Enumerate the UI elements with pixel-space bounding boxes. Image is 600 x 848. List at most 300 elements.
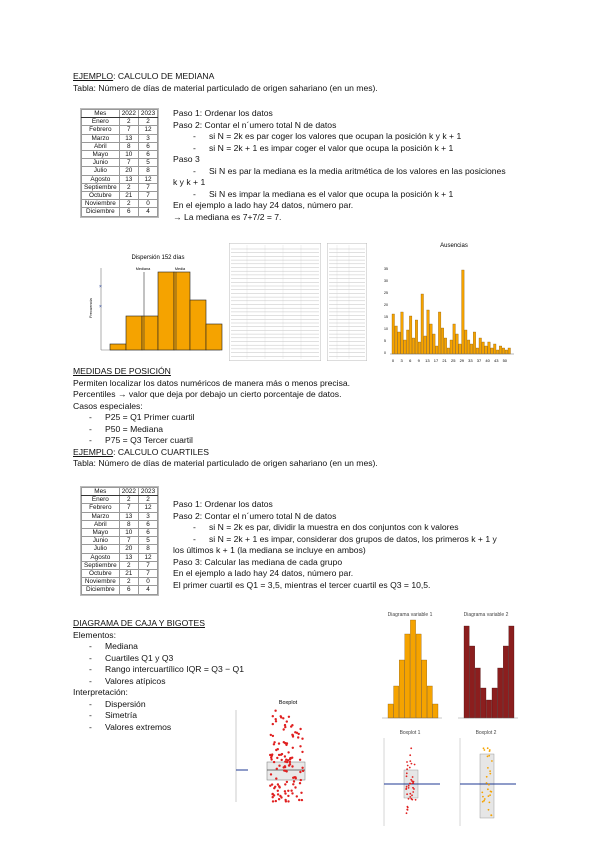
- table-cell: Marzo: [82, 134, 120, 142]
- v2-bar: [492, 688, 497, 718]
- boxplot-point: [272, 715, 274, 717]
- ausencias-tick: 25: [450, 358, 456, 363]
- boxplot-point: [282, 717, 284, 719]
- boxplot-point: [291, 765, 293, 767]
- ausencias-bar: [453, 324, 456, 354]
- bp1-point: [410, 779, 412, 781]
- ausencias-bar: [433, 334, 436, 354]
- list-item: - Valores atípicos: [85, 676, 244, 688]
- table-cell: 13: [119, 512, 138, 520]
- boxplot-point: [296, 795, 298, 797]
- bp1-point: [406, 812, 408, 814]
- list-item: - Mediana: [85, 641, 244, 653]
- table-cell: 13: [119, 175, 138, 183]
- boxplot-point: [301, 767, 303, 769]
- table-cell: Enero: [82, 496, 120, 504]
- table-cell: 21: [119, 570, 138, 578]
- bp2-point: [491, 760, 493, 762]
- boxplot-point: [272, 800, 274, 802]
- ausencias-ytick: 10: [384, 327, 388, 331]
- ausencias-bar: [441, 328, 444, 354]
- table-cell: 3: [138, 512, 157, 520]
- bp1-point: [414, 764, 416, 766]
- table-cell: Diciembre: [82, 208, 120, 216]
- boxplot-point: [301, 751, 303, 753]
- ausencias-tick: 40: [485, 358, 490, 363]
- bp2-point: [489, 773, 491, 775]
- table-row: [82, 545, 158, 553]
- boxplot-point: [286, 781, 288, 783]
- boxplot-point: [285, 744, 287, 746]
- bp1-point: [406, 786, 408, 788]
- histogram-bar: [190, 300, 206, 350]
- bp1-point: [411, 794, 413, 796]
- boxplot-title: Boxplot: [278, 700, 298, 706]
- table-cell: 8: [138, 167, 157, 175]
- boxplot-point: [300, 779, 302, 781]
- frequency-table-image-2: [327, 243, 367, 361]
- boxplot-point: [299, 728, 301, 730]
- table-row: [82, 142, 158, 150]
- ausencias-bar: [392, 314, 395, 354]
- table-row: [82, 537, 158, 545]
- table-row: [82, 578, 158, 586]
- histogram-title: Dispersión 152 días: [131, 255, 185, 261]
- ausencias-bar: [438, 312, 441, 354]
- bp1-point: [406, 761, 408, 763]
- list-item: - Rango intercuartílico IQR = Q3 − Q1: [85, 664, 244, 676]
- boxplot-point: [301, 799, 303, 801]
- v2-bar: [464, 626, 469, 718]
- ausencias-bar: [430, 324, 433, 354]
- table-cell: 6: [138, 142, 157, 150]
- boxplot-point: [284, 724, 286, 726]
- table-row: [82, 183, 158, 191]
- ausencias-ytick: 0: [384, 351, 386, 355]
- histogram-dispersion: [84, 248, 224, 364]
- histogram-bar: [126, 316, 142, 350]
- table-cell: 7: [119, 159, 138, 167]
- bp1-point: [406, 809, 408, 811]
- v1-bar: [399, 660, 404, 718]
- ausencias-bar: [395, 326, 398, 354]
- ausencias-tick: 6: [409, 358, 412, 363]
- bp1-point: [412, 782, 414, 784]
- histogram-bars: [110, 272, 222, 350]
- table-cell: 0: [138, 578, 157, 586]
- bp2-point: [484, 749, 486, 751]
- table-row: [82, 159, 158, 167]
- ausencias-ytick: 30: [384, 279, 388, 283]
- table-cell: Julio: [82, 545, 120, 553]
- x-marker-2: ×: [99, 304, 102, 310]
- boxplot-point: [289, 757, 291, 759]
- v2-bar: [498, 668, 503, 718]
- table-cell: Junio: [82, 537, 120, 545]
- boxplot-point: [284, 755, 286, 757]
- ausencias-bar: [418, 342, 421, 354]
- ausencias-ytick: 5: [384, 339, 386, 343]
- table-row: [82, 175, 158, 183]
- table-cell: 8: [119, 142, 138, 150]
- boxplot-1: [374, 726, 446, 830]
- ausencias-bar: [494, 344, 497, 354]
- boxplot-point: [299, 745, 301, 747]
- table-header: Mes: [82, 110, 120, 118]
- quartile-steps: Paso 1: Ordenar los datos Paso 2: Contar el n´umero total N de datos - si N = 2k es par, dividir la muestra en dos conjuntos con k valores - si N = 2k + 1 es impar, considerar dos grupos de datos, los primeros k + 1 y los últimos k + 1 (la mediana se incluye en ambos) Paso 3: Calcular las mediana de cada grupo En el ejemplo a lado hay 24 datos, número par. El primer cuartil es Q1 = 3,5, mientras el tercer cuartil es Q3 = 10,5.: [173, 499, 497, 591]
- bp1-point: [406, 793, 408, 795]
- freq-table-2-border: [327, 243, 367, 361]
- boxplot-point: [296, 732, 298, 734]
- table-cell: 7: [138, 570, 157, 578]
- bp1-point: [409, 793, 411, 795]
- table-cell: Diciembre: [82, 586, 120, 594]
- boxplot-point: [289, 761, 291, 763]
- table-cell: 2: [119, 561, 138, 569]
- section4-heading: DIAGRAMA DE CAJA Y BIGOTES: [73, 618, 205, 628]
- boxplot-point: [301, 738, 303, 740]
- ausencias-bar: [505, 350, 508, 354]
- boxplot-point: [272, 735, 274, 737]
- boxplot-point: [293, 780, 295, 782]
- v2-bars: [464, 626, 514, 718]
- table-cell: 6: [119, 586, 138, 594]
- ausencias-bar: [401, 312, 404, 354]
- table-cell: 12: [138, 504, 157, 512]
- table-cell: 20: [119, 167, 138, 175]
- v2-bar: [503, 646, 508, 718]
- bp2-point: [488, 784, 490, 786]
- v2-bar: [475, 668, 480, 718]
- boxplot-point: [283, 728, 285, 730]
- ausencias-bar: [421, 294, 424, 354]
- boxplot-point: [290, 790, 292, 792]
- v1-bar: [427, 686, 432, 718]
- v1-title: Diagrama variable 1: [387, 612, 433, 618]
- bp2-point: [488, 755, 490, 757]
- table-row: [82, 496, 158, 504]
- ausencias-bar: [479, 338, 482, 354]
- bp1-point: [407, 765, 409, 767]
- list-item: - Simetría: [85, 710, 244, 722]
- boxplot-point: [288, 716, 290, 718]
- bp2-point: [489, 770, 491, 772]
- ausencias-bar: [467, 340, 470, 354]
- bp1-point: [415, 799, 417, 801]
- ausencias-bar: [404, 340, 407, 354]
- bp2-point: [483, 747, 485, 749]
- section4: DIAGRAMA DE CAJA Y BIGOTES Elementos: - Mediana - Cuartiles Q1 y Q3 - Rango intercuartílico IQR = Q3 − Q1 - Valores atípicos Interpretación: - Dispersión - Simetría - Valores extremos: [73, 618, 244, 733]
- boxplot-point: [281, 759, 283, 761]
- table-cell: 2: [138, 496, 157, 504]
- ausencias-bar: [436, 346, 439, 354]
- bp1-point: [409, 760, 411, 762]
- boxplot-point: [277, 793, 279, 795]
- bp2-point: [489, 750, 491, 752]
- table-cell: 5: [138, 159, 157, 167]
- ausencias-bar: [499, 346, 502, 354]
- ausencias-tick: 13: [425, 358, 430, 363]
- table-cell: Septiembre: [82, 183, 120, 191]
- table-cell: Marzo: [82, 512, 120, 520]
- table-cell: 7: [119, 537, 138, 545]
- list-item: - Dispersión: [85, 699, 244, 711]
- ausencias-bar: [447, 348, 450, 354]
- months-table-1: [80, 108, 159, 218]
- table-cell: 7: [119, 504, 138, 512]
- table-row: [82, 504, 158, 512]
- table-row: [82, 553, 158, 561]
- ausencias-bar: [482, 342, 485, 354]
- table-header: Mes: [82, 488, 120, 496]
- table-header: 2022: [119, 488, 138, 496]
- table-cell: 12: [138, 553, 157, 561]
- ausencias-bar: [407, 330, 410, 354]
- ausencias-bar: [427, 310, 430, 354]
- table-row: [82, 586, 158, 594]
- boxplot-point: [284, 770, 286, 772]
- boxplot-point: [283, 741, 285, 743]
- v2-bar: [486, 700, 491, 718]
- histogram-bar: [174, 272, 190, 350]
- boxplot-point: [278, 765, 280, 767]
- boxplot-point: [299, 759, 301, 761]
- histogram-bar: [142, 316, 158, 350]
- table-cell: Noviembre: [82, 200, 120, 208]
- boxplot-point: [283, 766, 285, 768]
- boxplot-point: [273, 761, 275, 763]
- table-row: [82, 520, 158, 528]
- ausencias-tick: 9: [417, 358, 420, 363]
- boxplot-point: [277, 783, 279, 785]
- v2-bar: [509, 626, 514, 718]
- table-cell: Noviembre: [82, 578, 120, 586]
- table-cell: Septiembre: [82, 561, 120, 569]
- table-cell: 2: [119, 183, 138, 191]
- boxplot-point: [280, 716, 282, 718]
- v1-bar: [422, 660, 427, 718]
- boxplot-point: [278, 742, 280, 744]
- section3-heading: EJEMPLO: CALCULO CUARTILES: [73, 446, 209, 457]
- bp1-point: [408, 787, 410, 789]
- boxplot-point: [271, 783, 273, 785]
- ausencias-bar: [450, 340, 453, 354]
- list-item: - P50 = Mediana: [85, 424, 378, 436]
- bp2-point: [488, 795, 490, 797]
- table-row: [82, 200, 158, 208]
- bp2-point: [489, 802, 491, 804]
- ausencias-tick: 0: [391, 358, 395, 363]
- table-cell: 4: [138, 208, 157, 216]
- ausencias-bar: [476, 348, 479, 354]
- table-cell: Abril: [82, 142, 120, 150]
- v2-bar: [470, 646, 475, 718]
- x-marker-1: ×: [99, 284, 102, 290]
- ausencias-tick: 43: [493, 358, 499, 363]
- boxplot-point: [287, 751, 289, 753]
- table-cell: 7: [138, 561, 157, 569]
- v1-bar: [410, 620, 415, 718]
- table-cell: Octubre: [82, 570, 120, 578]
- bp1-point: [406, 768, 408, 770]
- bp1-point: [406, 775, 408, 777]
- list-item: - P75 = Q3 Tercer cuartil: [85, 435, 378, 447]
- bp1-point: [412, 776, 414, 778]
- table-cell: 4: [138, 586, 157, 594]
- boxplot-point: [287, 800, 289, 802]
- ausencias-tick: 50: [502, 358, 508, 363]
- v1-bar: [388, 704, 393, 718]
- table-cell: 2: [138, 118, 157, 126]
- boxplot-point: [278, 798, 280, 800]
- diagram-variable-2: [450, 608, 522, 730]
- bp1-point: [409, 796, 411, 798]
- ausencias-y-ticks: [384, 267, 388, 355]
- table-row: [82, 561, 158, 569]
- histogram-bar: [206, 324, 222, 350]
- freq-table-border: [229, 243, 321, 361]
- boxplot-point: [286, 720, 288, 722]
- boxplot-point: [270, 773, 272, 775]
- histogram-ausencias: [376, 236, 516, 366]
- bp2-title: Boxplot 2: [475, 730, 497, 736]
- table-cell: 7: [138, 183, 157, 191]
- ausencias-bar: [398, 332, 401, 354]
- table-row: [82, 570, 158, 578]
- list-item: - Cuartiles Q1 y Q3: [85, 653, 244, 665]
- boxplot-point: [273, 787, 275, 789]
- table-cell: 5: [138, 537, 157, 545]
- bp2-point: [487, 756, 489, 758]
- ausencias-ytick: 15: [384, 315, 388, 319]
- table-cell: 0: [138, 200, 157, 208]
- boxplot-point: [272, 723, 274, 725]
- ausencias-bar: [488, 342, 491, 354]
- ausencias-tick: 21: [442, 358, 447, 363]
- ausencias-tick: 37: [476, 358, 482, 363]
- v2-title: Diagrama variable 2: [463, 612, 509, 618]
- diagram-variable-1: [374, 608, 446, 730]
- bp1-point: [410, 783, 412, 785]
- ausencias-tick: 33: [468, 358, 473, 363]
- boxplot-point: [270, 756, 272, 758]
- boxplot-point: [287, 790, 289, 792]
- section1-table-caption: Tabla: Número de días de material particulado de origen sahariano (en un mes).: [73, 83, 378, 93]
- table-cell: Junio: [82, 159, 120, 167]
- boxplot-point: [302, 770, 304, 772]
- median-steps: Paso 1: Ordenar los datos Paso 2: Contar el n´umero total N de datos - si N = 2k es par coger los valores que ocupan la posición k y k + 1 - si N = 2k + 1 es impar coger el valor que ocupa la posición k + 1 Paso 3 - Si N es par la mediana es la media aritmética de los valores en las posiciones k y k + 1 - Si N es impar la mediana es el valor que ocupa la posición k + 1 En el ejemplo a lado hay 24 datos, número par. → La mediana es 7+7/2 = 7.: [173, 108, 506, 223]
- table-header: 2023: [138, 488, 157, 496]
- boxplot-point: [284, 783, 286, 785]
- bp1-point: [407, 806, 409, 808]
- v1-bar: [433, 704, 438, 718]
- list-item: - Valores extremos: [85, 722, 244, 734]
- table-row: [82, 512, 158, 520]
- bp2-point: [487, 788, 489, 790]
- bp2-point: [484, 798, 486, 800]
- ausencias-ytick: 35: [384, 267, 388, 271]
- bp2-box: [480, 754, 494, 818]
- boxplot-main: [222, 694, 350, 810]
- boxplot-point: [291, 792, 293, 794]
- ausencias-tick: 17: [433, 358, 439, 363]
- boxplot-point: [287, 795, 289, 797]
- ausencias-x-ticks: [392, 358, 508, 363]
- table-cell: 12: [138, 126, 157, 134]
- ausencias-bar: [470, 344, 473, 354]
- boxplot-point: [275, 800, 277, 802]
- boxplot-point: [290, 725, 292, 727]
- table-header: 2022: [119, 110, 138, 118]
- table-cell: 8: [119, 520, 138, 528]
- bp1-point: [405, 788, 407, 790]
- bp2-point: [488, 809, 490, 811]
- table-row: [82, 208, 158, 216]
- bp2-point: [487, 747, 489, 749]
- boxplot-point: [279, 795, 281, 797]
- table-cell: 7: [138, 192, 157, 200]
- ausencias-bar: [444, 338, 447, 354]
- ausencias-ytick: 25: [384, 291, 388, 295]
- ausencias-bar: [456, 334, 459, 354]
- bp1-title: Boxplot 1: [399, 730, 421, 736]
- table-cell: 2: [119, 496, 138, 504]
- boxplot-point: [274, 710, 276, 712]
- table-cell: 6: [119, 208, 138, 216]
- table-cell: 10: [119, 151, 138, 159]
- ausencias-bar: [496, 350, 499, 354]
- bp2-point: [486, 782, 488, 784]
- months-table-2: [80, 486, 159, 596]
- table-cell: Agosto: [82, 175, 120, 183]
- boxplot-point: [292, 747, 294, 749]
- boxplot-point: [286, 761, 288, 763]
- boxplot-point: [299, 771, 301, 773]
- v1-bars: [388, 620, 438, 718]
- ausencias-bar: [409, 316, 412, 354]
- boxplot-point: [278, 754, 280, 756]
- histogram-bar: [110, 344, 126, 350]
- bp2-point: [489, 794, 491, 796]
- bp2-point: [491, 791, 493, 793]
- table-cell: 6: [138, 529, 157, 537]
- table-cell: 13: [119, 134, 138, 142]
- ausencias-bar: [412, 338, 415, 354]
- table-cell: Abril: [82, 520, 120, 528]
- bp2-point: [490, 814, 492, 816]
- bp1-point: [412, 787, 414, 789]
- v1-bar: [405, 634, 410, 718]
- table-cell: 7: [119, 126, 138, 134]
- boxplot-point: [276, 757, 278, 759]
- bp1-point: [409, 767, 411, 769]
- table-row: [82, 167, 158, 175]
- ausencias-title: Ausencias: [440, 243, 468, 249]
- histogram-bar: [158, 272, 174, 350]
- table-cell: 2: [119, 200, 138, 208]
- ausencias-bar: [473, 332, 476, 354]
- table-cell: Febrero: [82, 504, 120, 512]
- boxplot-point: [275, 720, 277, 722]
- v1-bar: [394, 686, 399, 718]
- table-cell: Febrero: [82, 126, 120, 134]
- ausencias-ytick: 20: [384, 303, 388, 307]
- boxplot-point: [275, 777, 277, 779]
- v1-bar: [416, 634, 421, 718]
- boxplot-point: [299, 782, 301, 784]
- table-row: [82, 118, 158, 126]
- label-media: Media: [174, 267, 186, 271]
